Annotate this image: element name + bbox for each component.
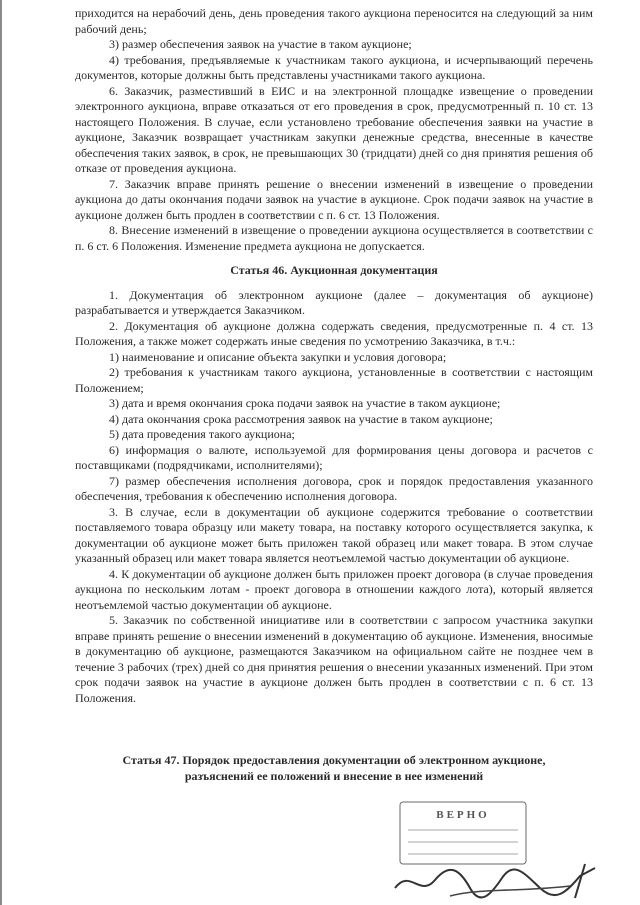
paragraph: 2. Документация об аукционе должна содержать сведения, предусмотренные п. 4 ст. 13 Положения, а также может содержать иные сведения по усмотрению Заказчика, в т.ч.:	[75, 318, 593, 348]
list-item: 3) размер обеспечения заявок на участие в таком аукционе;	[109, 37, 412, 51]
paragraph: 5. Заказчик по собственной инициативе или в соответствии с запросом участника закупки вправе принять решение о внесении изменений в документацию об аукционе. Изменения, вносимые в документацию об аукционе, размещаются Заказчиком на официальном сайте не позднее чем в течение 3 рабочих (трех) дней со дня принятия решения о внесении указанных изменений. При этом срок подачи заявок на участие в аукционе должен быть продлен в соответствии с п. 6 ст. 13 Положения.	[75, 613, 593, 705]
list-item: 4) требования, предъявляемые к участникам такого аукциона, и исчерпывающий перечень документов, которые должны быть представлены участниками такого аукциона.	[75, 52, 593, 82]
scan-edge	[0, 0, 2, 905]
paragraph: 1. Документация об электронном аукционе (далее – документация об аукционе) разрабатывается и утверждается Заказчиком.	[75, 287, 593, 317]
paragraph: 6. Заказчик, разместивший в ЕИС и на электронной площадке извещение о проведении электронного аукциона, вправе отказаться от его проведения в срок, предусмотренный п. 10 ст. 13 настоящего Положения. В случае, если установлено требование обеспечения заявки на участие в аукционе, Заказчик возвращает участникам закупки денежные средства, внесенные в качестве обеспечения таких заявок, в срок, не превышающих 30 (тридцати) дней со дня принятия решения об отказе от проведения аукциона.	[75, 83, 593, 175]
list-item: 4) дата окончания срока рассмотрения заявок на участие в таком аукционе;	[109, 411, 493, 426]
list-item: 7) размер обеспечения исполнения договора, срок и порядок предоставления указанного обеспечения, требования к обеспечению исполнения договора.	[75, 473, 593, 503]
list-item: 3) дата и время окончания срока подачи заявок на участие в таком аукционе;	[109, 396, 501, 410]
list-item: 2) требования к участникам такого аукциона, установленные в соответствии с настоящим Положением;	[75, 365, 593, 395]
article-46-heading: Статья 46. Аукционная документация	[230, 263, 438, 277]
paragraph: 7. Заказчик вправе принять решение о внесении изменений в извещение о проведении аукциона до даты окончания подачи заявок на участие в аукционе. Срок подачи заявок на участие в аукционе должен быть продлен в соответствии с п. 6 ст. 13 Положения.	[75, 176, 593, 222]
signature-icon	[390, 858, 610, 904]
svg-text:ВЕРНО: ВЕРНО	[436, 809, 490, 821]
article-47-heading-line2: разъяснений ее положений и внесение в нее изменений	[184, 768, 484, 783]
paragraph: 8. Внесение изменений в извещение о проведении аукциона осуществляется в соответствии с п. 6 ст. 6 Положения. Изменение предмета аукциона не допускается.	[75, 223, 593, 253]
list-item: 5) дата проведения такого аукциона;	[109, 427, 295, 441]
paragraph: 4. К документации об аукционе должен быть приложен проект договора (в случае проведения аукциона по нескольким лотам - проект договора в отношении каждого лота), который является неотъемлемой частью документации об аукционе.	[75, 566, 593, 612]
list-item: 1) наименование и описание объекта закупки и условия договора;	[109, 349, 447, 364]
verification-stamp	[398, 800, 528, 866]
paragraph: 3. В случае, если в документации об аукционе содержится требование о соответствии поставляемого товара образцу или макету товара, на поставку которого осуществляется закупка, к документации об аукционе может быть приложен такой образец или макет товара. В этом случае указанный образец или макет товара является неотъемлемой частью документации об аукционе.	[75, 504, 593, 565]
paragraph: приходится на нерабочий день, день проведения такого аукциона переносится на следующий за ним рабочий день;	[75, 6, 593, 36]
document-body	[75, 6, 593, 784]
list-item: 6) информация о валюте, используемой для формирования цены договора и расчетов с поставщиками (подрядчиками, исполнителями);	[75, 442, 593, 472]
article-47-heading: Статья 47. Порядок предоставления документации об электронном аукционе,	[122, 753, 546, 767]
